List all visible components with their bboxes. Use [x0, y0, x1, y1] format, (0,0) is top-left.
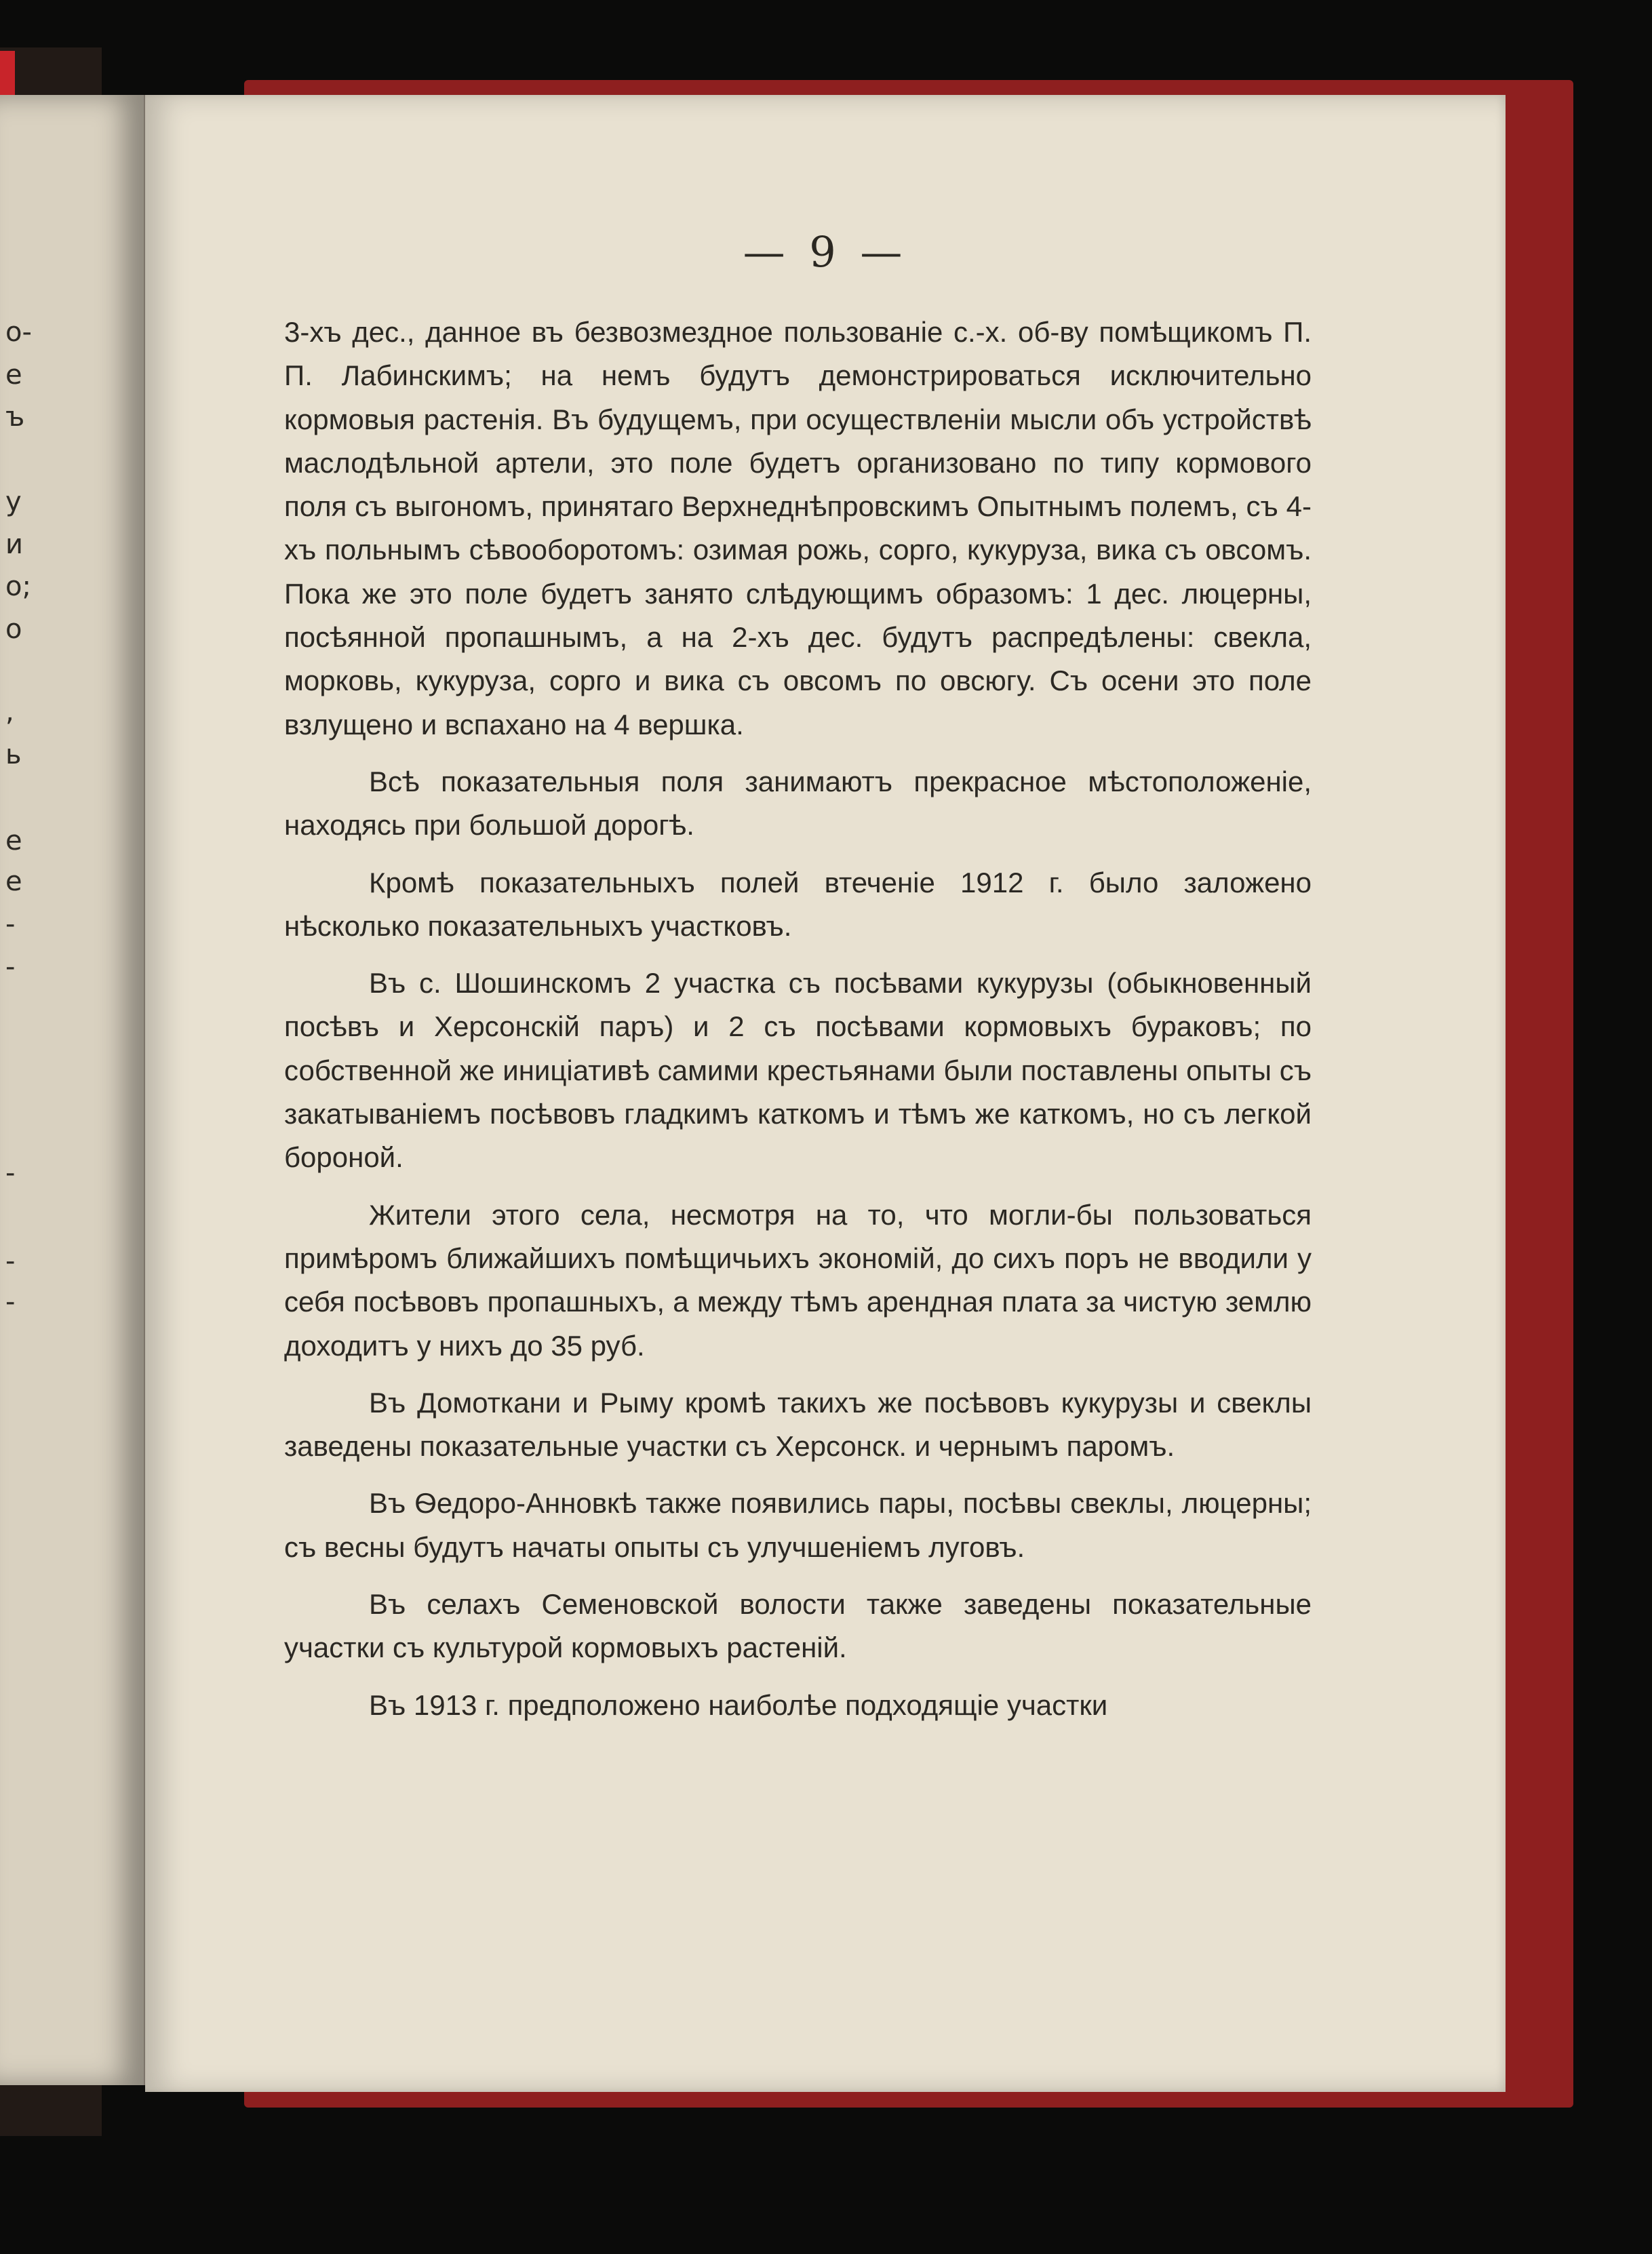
paragraph: 3-хъ дес., данное въ безвозмездное пользованіе с.-х. об-ву помѣщикомъ П. П. Лабинскимъ; на немъ будутъ демонстрироваться исключительно кормовыя растенія. Въ будущемъ, при осуществленіи мысли объ устройствѣ маслодѣльной артели, это поле будетъ организовано по типу кормового поля съ выгономъ, принятаго Верхнеднѣпровскимъ Опытнымъ полемъ, съ 4-хъ польнымъ сѣвооборотомъ: озимая рожь, сорго, кукуруза, вика съ овсомъ. Пока же это поле будетъ занято слѣдующимъ образомъ: 1 дес. люцерны, посѣянной пропашнымъ, а на 2-хъ дес. будутъ распредѣлены: свекла, морковь, кукуруза, сорго и вика съ овсомъ по овсюгу. Съ осени это поле взлущено и вспахано на 4 вершка. — [284, 316, 1312, 740]
left-page-fragment: о — [5, 614, 22, 645]
left-page-fragment: о- — [5, 317, 32, 348]
paragraph: Въ 1913 г. предположено наиболѣе подходящіе участки — [369, 1688, 1108, 1721]
paragraph: Жители этого села, несмотря на то, что могли-бы пользоваться примѣромъ ближайшихъ помѣщичьихъ экономій, до сихъ поръ не вводили у себя посѣвовъ пропашныхъ, а между тѣмъ арендная плата за чистую землю доходитъ у нихъ до 35 руб. — [284, 1198, 1312, 1362]
left-page-fragment: о; — [5, 571, 31, 602]
left-page-fragment: ъ — [5, 401, 25, 433]
left-page-fragment: - — [5, 1286, 16, 1318]
previous-page-edge — [0, 95, 148, 2085]
paragraph: Въ Домоткани и Рыму кромѣ такихъ же посѣвовъ кукурузы и свеклы заведены показательные участки съ Херсонск. и чернымъ паромъ. — [284, 1386, 1312, 1463]
left-page-fragment: е — [5, 359, 22, 391]
paragraph: Кромѣ показательныхъ полей втеченіе 1912 г. было заложено нѣсколько показательныхъ участковъ. — [284, 866, 1312, 942]
paragraph: Всѣ показательныя поля занимаютъ прекрасное мѣстоположеніе, находясь при большой дорогѣ. — [284, 765, 1312, 842]
left-page-fragment: ь — [5, 739, 22, 770]
left-page-fragment: е — [5, 866, 22, 897]
left-page-fragment: - — [5, 909, 16, 940]
left-page-fragment: - — [5, 951, 16, 983]
left-page-fragment: е — [5, 825, 22, 856]
left-page-fragment: - — [5, 1246, 16, 1277]
left-page-fragment: у — [5, 486, 22, 517]
page-number: — 9 — — [743, 227, 908, 277]
body-text — [284, 311, 1312, 1741]
paragraph: Въ с. Шошинскомъ 2 участка съ посѣвами кукурузы (обыкновенный посѣвъ и Херсонскій паръ) и 2 съ посѣвами кормовыхъ бураковъ; по собственной же иниціативѣ самими крестьянами были поставлены опыты съ закатываніемъ посѣвовъ гладкимъ каткомъ и тѣмъ же каткомъ, но съ легкой бороной. — [284, 967, 1312, 1174]
left-page-fragment: - — [5, 1158, 16, 1189]
left-page-fragment: и — [5, 529, 23, 560]
document-page — [145, 95, 1506, 2092]
paragraph: Въ селахъ Семеновской волости также заведены показательные участки съ культурой кормовыхъ растеній. — [284, 1588, 1312, 1664]
left-page-fragment: , — [5, 696, 14, 728]
paragraph: Въ Ѳедоро-Анновкѣ также появились пары, посѣвы свеклы, люцерны; съ весны будутъ начаты опыты съ улучшеніемъ луговъ. — [284, 1487, 1312, 1563]
